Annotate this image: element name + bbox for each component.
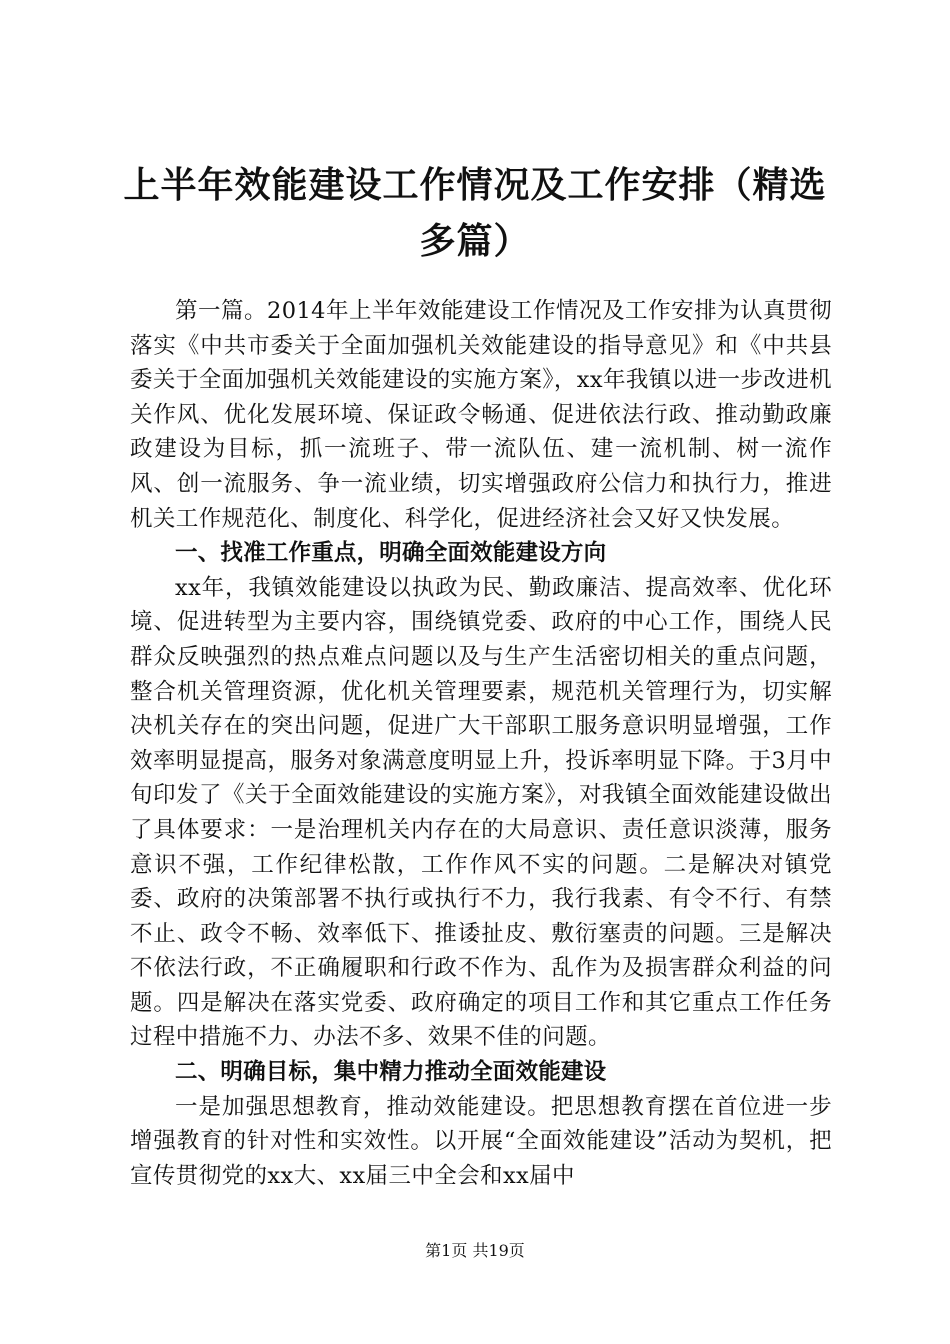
paragraph-section-2: 一是加强思想教育，推动效能建设。把思想教育摆在首位进一步增强教育的针对性和实效性。以开展“全面效能建设”活动为契机，把宣传贯彻党的xx大、xx届三中全会和xx届中 — [130, 1093, 832, 1189]
paragraph-section-1: xx年，我镇效能建设以执政为民、勤政廉洁、提高效率、优化环境、促进转型为主要内容，围绕镇党委、政府的中心工作，围绕人民群众反映强烈的热点难点问题以及与生产生活密切相关的重点问题，整合机关管理资源，优化机关管理要素，规范机关管理行为，切实解决机关存在的突出问题，促进广大干部职工服务意识明显增强，工作效率明显提高，服务对象满意度明显上升，投诉率明显下降。于3月中旬印发了《关于全面效能建设的实施方案》，对我镇全面效能建设做出了具体要求：一是治理机关内存在的大局意识、责任意识淡薄，服务意识不强，工作纪律松散，工作作风不实的问题。二是解决对镇党委、政府的决策部署不执行或执行不力，我行我素、有令不行、有禁不止、政令不畅、效率低下、推诿扯皮、敷衍塞责的问题。三是解决不依法行政，不正确履职和行政不作为、乱作为及损害群众利益的问题。四是解决在落实党委、政府确定的项目工作和其它重点工作任务过程中措施不力、办法不多、效果不佳的问题。 — [130, 574, 832, 1051]
page-number-footer: 第1页 共19页 — [425, 1241, 525, 1260]
section-heading-1: 一、找准工作重点，明确全面效能建设方向 — [175, 540, 607, 567]
paragraph-intro: 第一篇。2014年上半年效能建设工作情况及工作安排为认真贯彻落实《中共市委关于全面加强机关效能建设的指导意见》和《中共县委关于全面加强机关效能建设的实施方案》，xx年我镇以进一步改进机关作风、优化发展环境、保证政令畅通、促进依法行政、推动勤政廉政建设为目标，抓一流班子、带一流队伍、建一流机制、树一流作风、创一流服务、争一流业绩，切实增强政府公信力和执行力，推进机关工作规范化、制度化、科学化，促进经济社会又好又快发展。 — [130, 298, 832, 532]
document-title: 上半年效能建设工作情况及工作安排（精选多篇） — [123, 165, 827, 262]
section-heading-2: 二、明确目标，集中精力推动全面效能建设 — [175, 1059, 607, 1086]
document-body — [130, 294, 832, 1193]
